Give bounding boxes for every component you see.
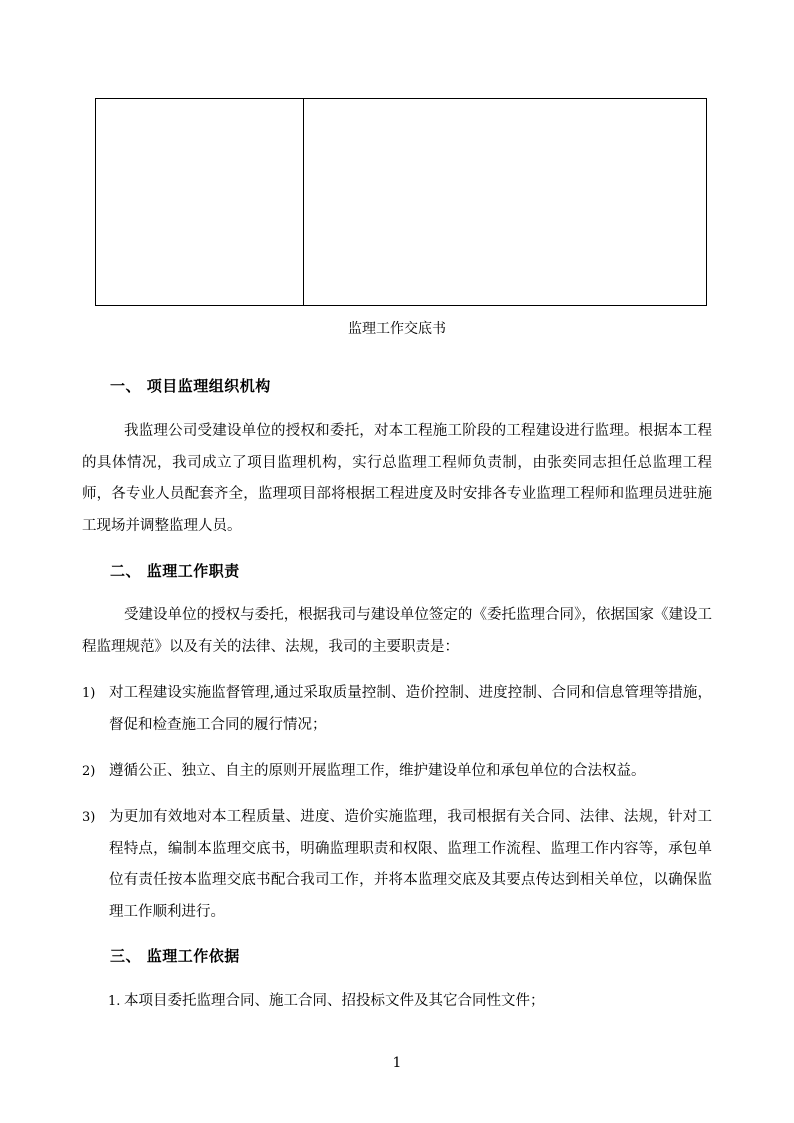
section-1-paragraph: 我监理公司受建设单位的授权和委托，对本工程施工阶段的工程建设进行监理。根据本工程的具体情况，我司成立了项目监理机构，实行总监理工程师负责制，由张奕同志担任总监理工程师，各专业人员配套齐全，监理项目部将根据工程进度及时安排各专业监理工程师和监理员进驻施工现场并调整监理人员。 bbox=[82, 423, 712, 534]
section-heading-2: 二、 监理工作职责 bbox=[110, 562, 240, 580]
list-item-number: 2) bbox=[82, 764, 96, 779]
section-2-paragraph: 受建设单位的授权与委托，根据我司与建设单位签定的《委托监理合同》，依据国家《建设工程监理规范》以及有关的法律、法规，我司的主要职责是： bbox=[82, 607, 712, 655]
list-item-text: 对工程建设实施监督管理,通过采取质量控制、造价控制、进度控制、合同和信息管理等措施，督促和检查施工合同的履行情况； bbox=[109, 685, 712, 733]
list-item-text: 为更加有效地对本工程质量、进度、造价实施监理，我司根据有关合同、法律、法规，针对工程特点，编制本监理交底书，明确监理职责和权限、监理工作流程、监理工作内容等，承包单位有责任按本监理交底书配合我司工作，并将本监理交底及其要点传达到相关单位，以确保监理工作顺利进行。 bbox=[109, 809, 712, 920]
list-item-number: 3) bbox=[82, 810, 96, 825]
empty-table-frame bbox=[95, 98, 707, 306]
list-item bbox=[82, 678, 712, 741]
list-item-text: 遵循公正、独立、自主的原则开展监理工作，维护建设单位和承包单位的合法权益。 bbox=[109, 763, 646, 779]
list-item bbox=[82, 802, 712, 928]
page-number: 1 bbox=[392, 1055, 402, 1071]
document-caption: 监理工作交底书 bbox=[348, 321, 446, 337]
list-item bbox=[108, 986, 712, 1018]
list-item-number: 1. bbox=[108, 994, 121, 1009]
list-item bbox=[82, 756, 712, 788]
table-column-divider bbox=[303, 99, 304, 305]
list-item-number: 1) bbox=[82, 686, 96, 701]
section-heading-3: 三、 监理工作依据 bbox=[110, 947, 240, 965]
section-heading-1: 一、 项目监理组织机构 bbox=[110, 377, 271, 395]
list-item-text: 本项目委托监理合同、施工合同、招投标文件及其它合同性文件； bbox=[124, 993, 545, 1009]
